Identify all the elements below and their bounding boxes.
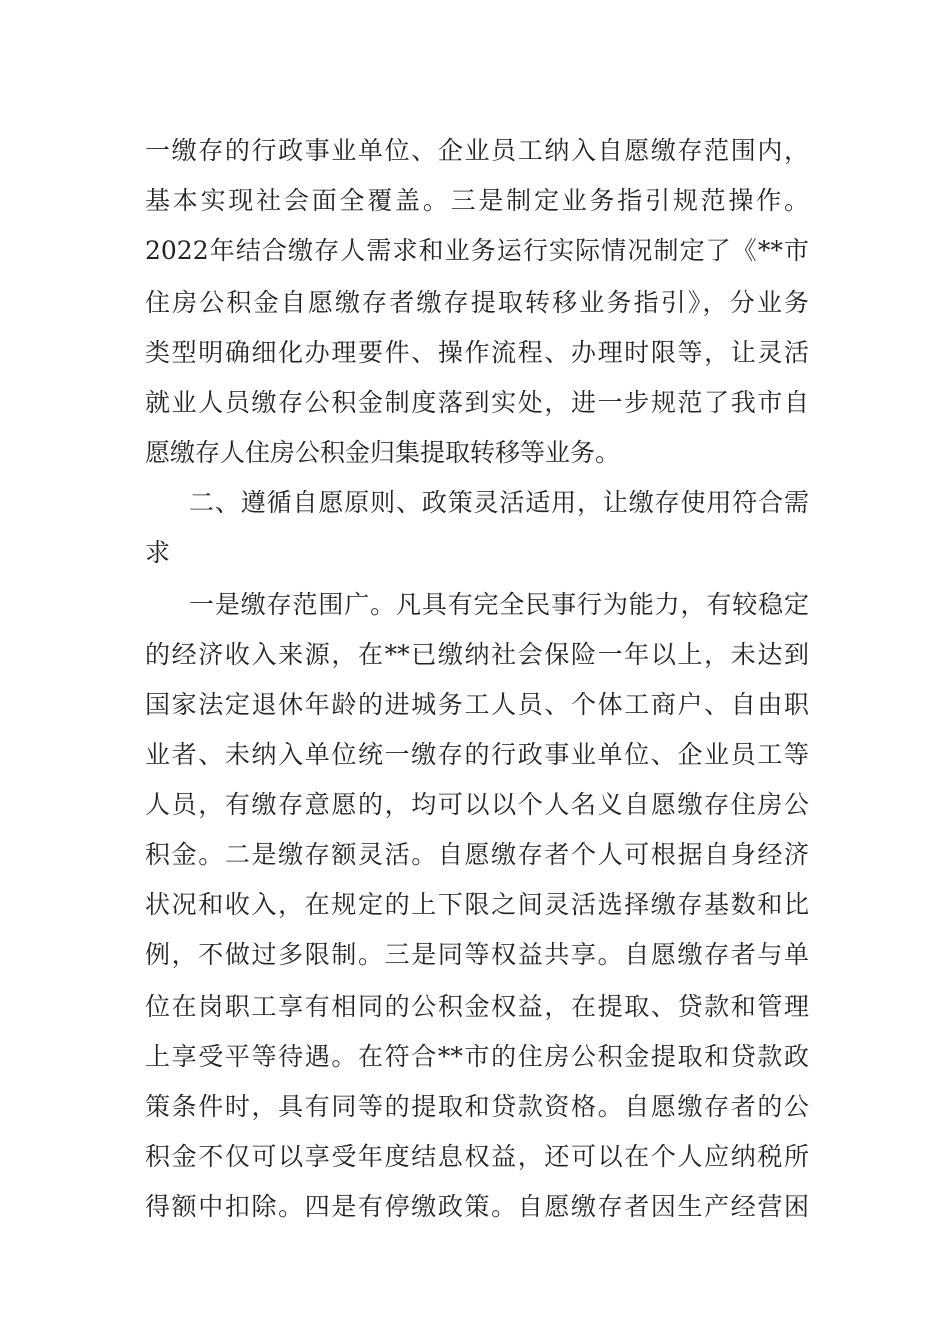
text-line: 国家法定退休年龄的进城务工人员、个体工商户、自由职 (145, 690, 809, 719)
text-line: 一是缴存范围广。凡具有完全民事行为能力，有较稳定 (189, 590, 809, 619)
text-line: 业者、未纳入单位统一缴存的行政事业单位、企业员工等 (145, 740, 809, 769)
text-line: 类型明确细化办理要件、操作流程、办理时限等，让灵活 (145, 338, 809, 367)
text-line: 愿缴存人住房公积金归集提取转移等业务。 (145, 438, 621, 467)
text-line: 一缴存的行政事业单位、企业员工纳入自愿缴存范围内， (145, 136, 809, 165)
text-line: 基本实现社会面全覆盖。三是制定业务指引规范操作。 (145, 186, 809, 215)
text-line: 2022年结合缴存人需求和业务运行实际情况制定了《**市 (145, 236, 809, 265)
text-line: 的经济收入来源，在**已缴纳社会保险一年以上，未达到 (145, 640, 809, 669)
text-line: 就业人员缴存公积金制度落到实处，进一步规范了我市自 (145, 388, 809, 417)
text-line: 状况和收入，在规定的上下限之间灵活选择缴存基数和比 (145, 890, 809, 919)
text-line: 住房公积金自愿缴存者缴存提取转移业务指引》，分业务 (145, 288, 809, 317)
text-line: 积金不仅可以享受年度结息权益，还可以在个人应纳税所 (145, 1142, 809, 1171)
text-line: 位在岗职工享有相同的公积金权益，在提取、贷款和管理 (145, 992, 809, 1021)
text-line: 人员，有缴存意愿的，均可以以个人名义自愿缴存住房公 (145, 790, 809, 819)
section-heading-line: 求 (145, 538, 171, 567)
text-line: 策条件时，具有同等的提取和贷款资格。自愿缴存者的公 (145, 1092, 809, 1121)
text-line: 上享受平等待遇。在符合**市的住房公积金提取和贷款政 (145, 1042, 809, 1071)
section-heading-line: 二、遵循自愿原则、政策灵活适用，让缴存使用符合需 (189, 488, 809, 517)
text-line: 例，不做过多限制。三是同等权益共享。自愿缴存者与单 (145, 940, 809, 969)
text-line: 得额中扣除。四是有停缴政策。自愿缴存者因生产经营困 (145, 1192, 809, 1221)
text-line: 积金。二是缴存额灵活。自愿缴存者个人可根据自身经济 (145, 840, 809, 869)
